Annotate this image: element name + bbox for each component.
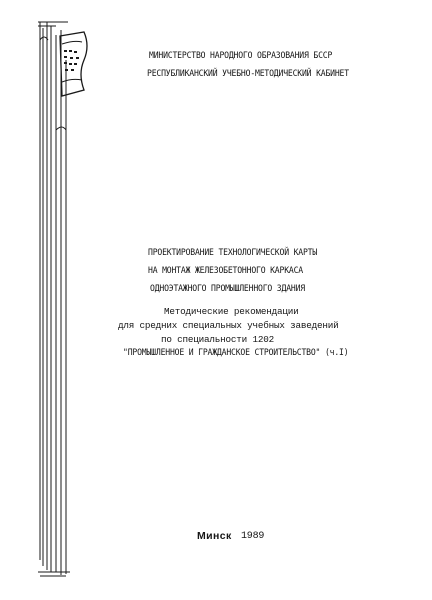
subtitle-line-4: "ПРОМЫШЛЕННОЕ И ГРАЖДАНСКОЕ СТРОИТЕЛЬСТВО" (ч.I) — [123, 348, 349, 358]
imprint-city: Минск — [197, 530, 232, 542]
subtitle-line-2: для средних специальных учебных заведений — [118, 320, 339, 331]
imprint-year: 1989 — [241, 531, 265, 542]
subtitle-line-1: Методические рекомендации — [164, 306, 299, 317]
title-line-3: ОДНОЭТАЖНОГО ПРОМЫШЛЕННОГО ЗДАНИЯ — [150, 284, 305, 294]
title-line-1: ПРОЕКТИРОВАНИЕ ТЕХНОЛОГИЧЕСКОЙ КАРТЫ — [148, 248, 318, 258]
subtitle-line-3: по специальности 1202 — [161, 334, 274, 345]
ministry-heading: МИНИСТЕРСТВО НАРОДНОГО ОБРАЗОВАНИЯ БССР — [149, 51, 333, 61]
cabinet-heading: РЕСПУБЛИКАНСКИЙ УЧЕБНО-МЕТОДИЧЕСКИЙ КАБИНЕТ — [147, 69, 349, 79]
title-line-2: НА МОНТАЖ ЖЕЛЕЗОБЕТОННОГО КАРКАСА — [148, 266, 303, 276]
